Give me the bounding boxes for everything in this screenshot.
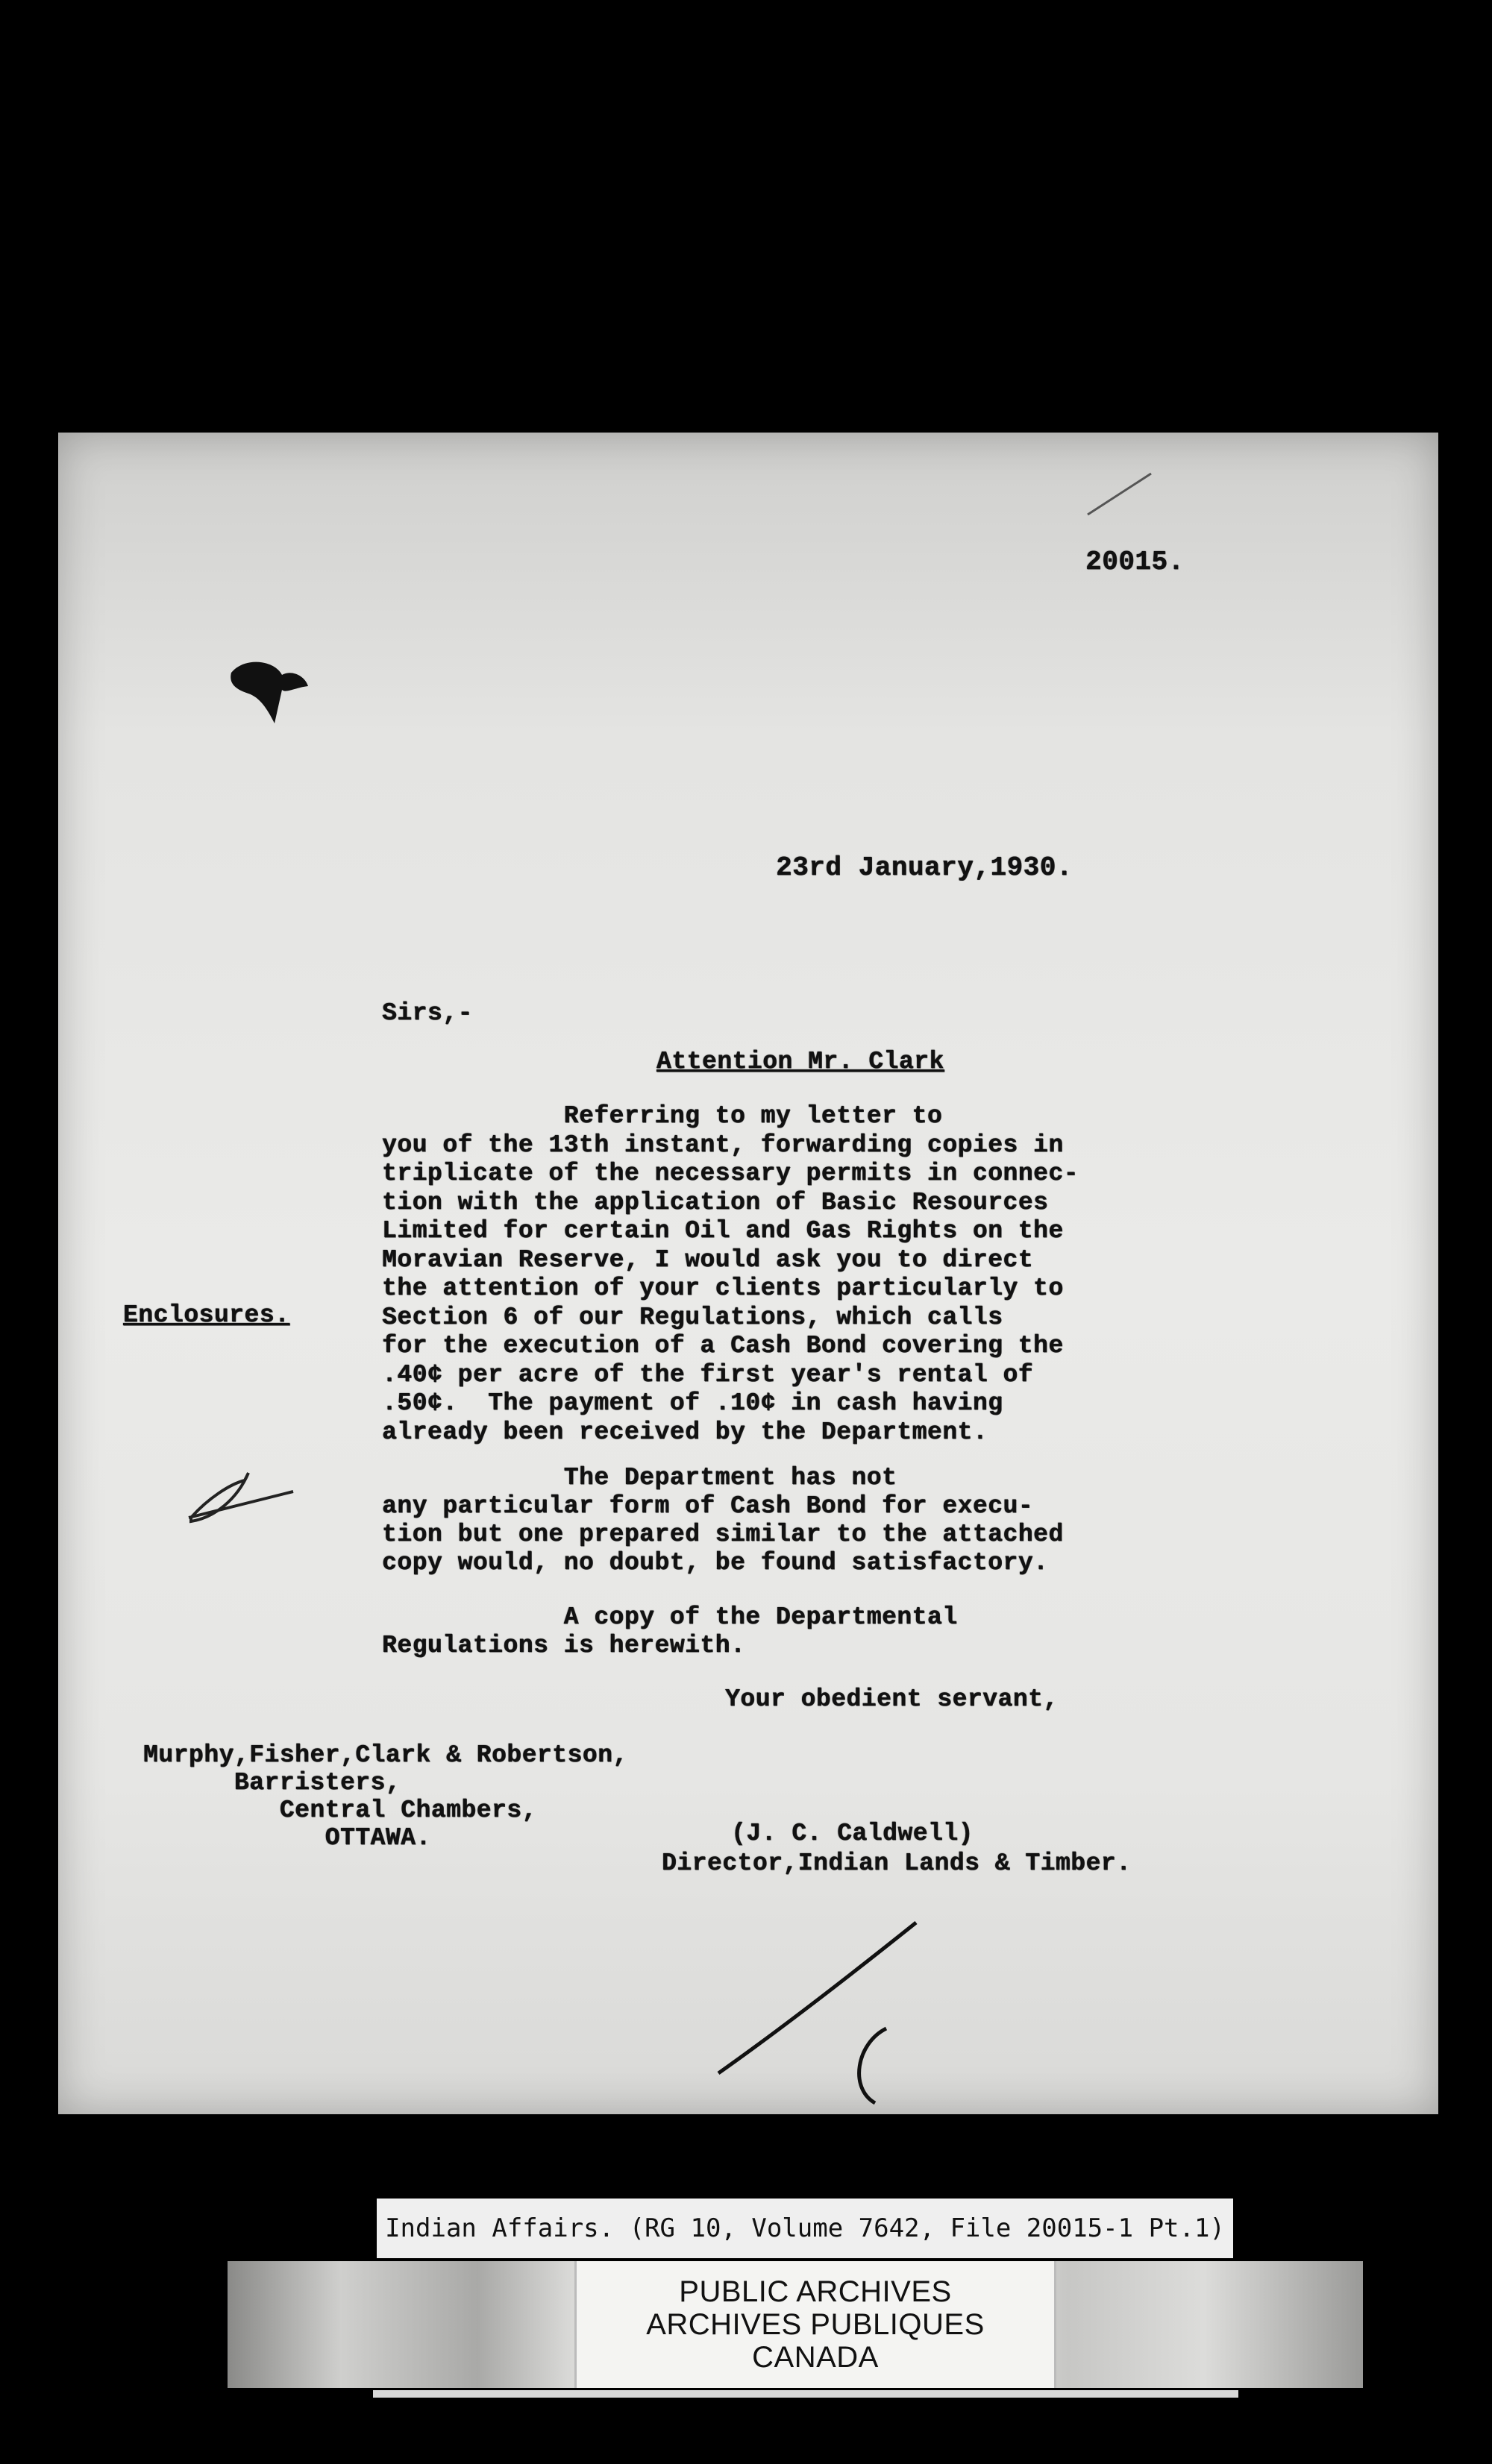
archive-reference-label <box>377 2199 1233 2258</box>
enclosures-note: Enclosures. <box>123 1301 290 1329</box>
archive-stamp <box>574 2261 1056 2388</box>
file-number: 20015. <box>1085 547 1185 577</box>
archive-reference-text: Indian Affairs. (RG 10, Volume 7642, File 20015-1 Pt.1) <box>385 2213 1225 2243</box>
signature-name: (J. C. Caldwell) <box>731 1820 974 1847</box>
salutation: Sirs,- <box>382 999 473 1027</box>
paragraph-2: The Department has not any particular form of Cash Bond for execu- tion but one prepared similar to the attached copy would, no doubt, be found satisfactory. <box>382 1464 1064 1577</box>
signature-title: Director,Indian Lands & Timber. <box>662 1849 1132 1877</box>
closing: Your obedient servant, <box>725 1685 1059 1713</box>
paragraph-3: A copy of the Departmental Regulations is herewith. <box>382 1603 958 1659</box>
stamp-line-1: PUBLIC ARCHIVES <box>679 2275 952 2308</box>
letter-date: 23rd January,1930. <box>776 852 1073 883</box>
bottom-strip <box>373 2390 1238 2398</box>
attention-line: Attention Mr. Clark <box>656 1048 944 1075</box>
stamp-line-3: CANADA <box>752 2341 879 2374</box>
paragraph-1: Referring to my letter to you of the 13th instant, forwarding copies in triplicate of the necessary permits in connec- tion with the application of Basic Resources Limited for certain Oil and Gas Rights on the Moravian Reserve, I would ask you to direct the attention of your clients particularly to Section 6 of our Regulations, which calls for the execution of a Cash Bond covering the .40¢ per acre of the first year's rental of .50¢. The payment of .10¢ in cash having already been received by the Department. <box>382 1102 1079 1446</box>
addressee-block: Murphy,Fisher,Clark & Robertson, Barristers, Central Chambers, OTTAWA. <box>143 1741 628 1852</box>
stamp-line-2: ARCHIVES PUBLIQUES <box>646 2308 985 2341</box>
